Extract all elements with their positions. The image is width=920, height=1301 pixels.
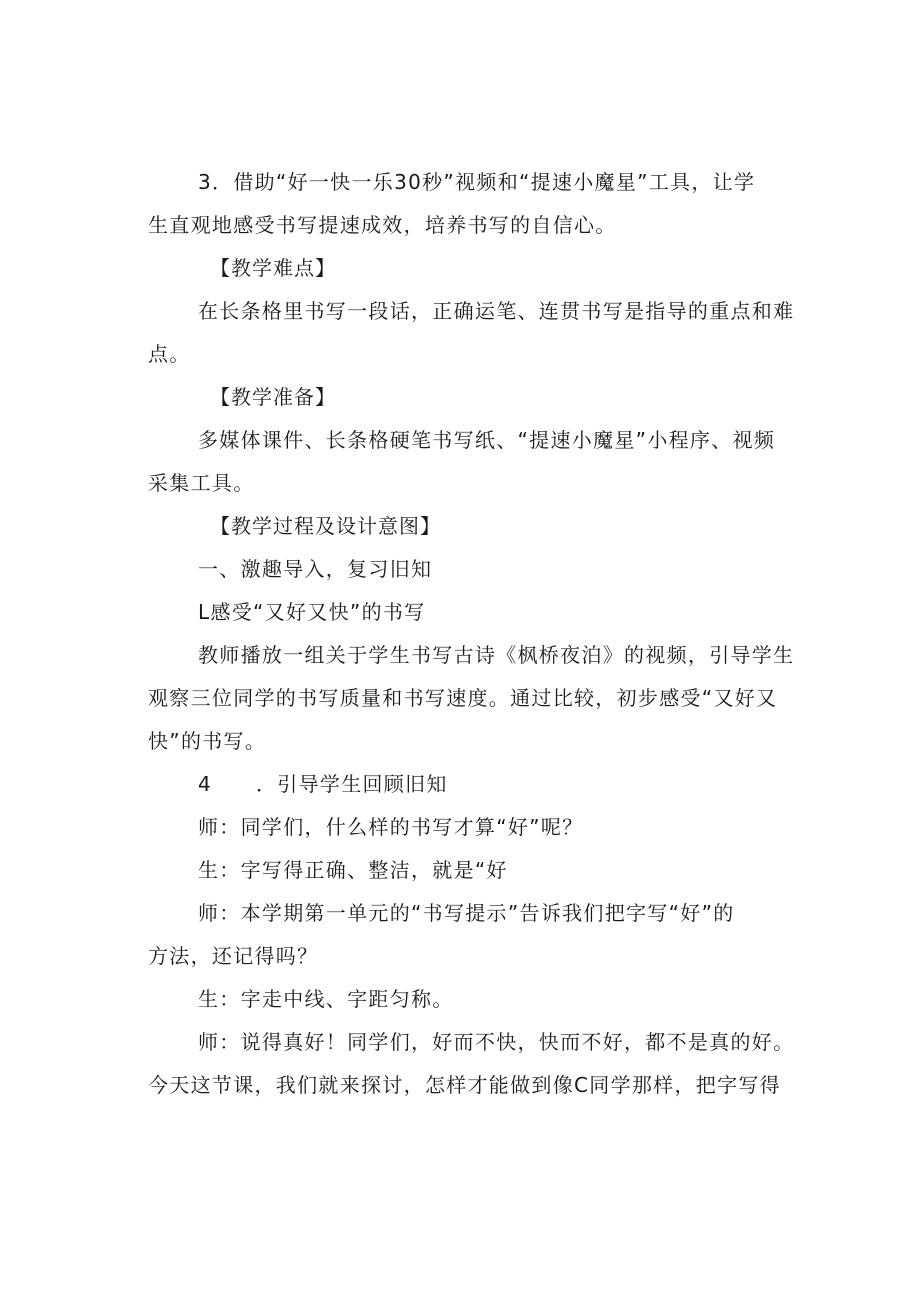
dialogue-teacher-2-line1: 师：本学期第一单元的“书写提示”告诉我们把字写“好”的 <box>198 901 735 925</box>
step4-number: 4 <box>198 772 213 796</box>
dialogue-teacher-3-line1: 师：说得真好！同学们，好而不快，快而不好，都不是真的好。 <box>198 1030 795 1054</box>
dialogue-student-2: 生：字走中线、字距匀称。 <box>198 987 454 1011</box>
step1-line1: 教师播放一组关于学生书写古诗《枫桥夜泊》的视频，引导学生 <box>198 643 795 667</box>
section1-title: 一、激趣导入，复习旧知 <box>198 557 433 581</box>
dialogue-teacher-1: 师：同学们，什么样的书写才算“好”呢？ <box>198 815 584 839</box>
dialogue-teacher-2-line2: 方法，还记得吗？ <box>148 944 319 968</box>
step4-title: ．引导学生回顾旧知 <box>256 772 448 796</box>
step4-heading-line <box>198 770 448 798</box>
process-heading: 【教学过程及设计意图】 <box>210 514 441 538</box>
difficulty-heading: 【教学难点】 <box>210 256 336 280</box>
preparation-line1: 多媒体课件、长条格硬笔书写纸、“提速小魔星”小程序、视频 <box>198 428 776 452</box>
dialogue-student-1: 生：字写得正确、整洁，就是“好 <box>198 858 508 882</box>
step1-title: L感受“又好又快”的书写 <box>198 600 426 624</box>
step1-line3: 快”的书写。 <box>148 729 267 753</box>
item3-line2: 生直观地感受书写提速成效，培养书写的自信心。 <box>148 213 617 237</box>
preparation-line2: 采集工具。 <box>148 471 255 495</box>
dialogue-teacher-3-line2: 今天这节课，我们就来探讨，怎样才能做到像C同学那样，把字写得 <box>148 1073 781 1097</box>
difficulty-line2: 点。 <box>148 342 191 366</box>
difficulty-line1: 在长条格里书写一段话，正确运笔、连贯书写是指导的重点和难 <box>198 299 795 323</box>
preparation-heading: 【教学准备】 <box>210 385 336 409</box>
step1-line2: 观察三位同学的书写质量和书写速度。通过比较，初步感受“又好又 <box>148 686 778 710</box>
item3-line1: 3．借助“好一快一乐30秒”视频和“提速小魔星”工具，让学 <box>198 170 756 194</box>
